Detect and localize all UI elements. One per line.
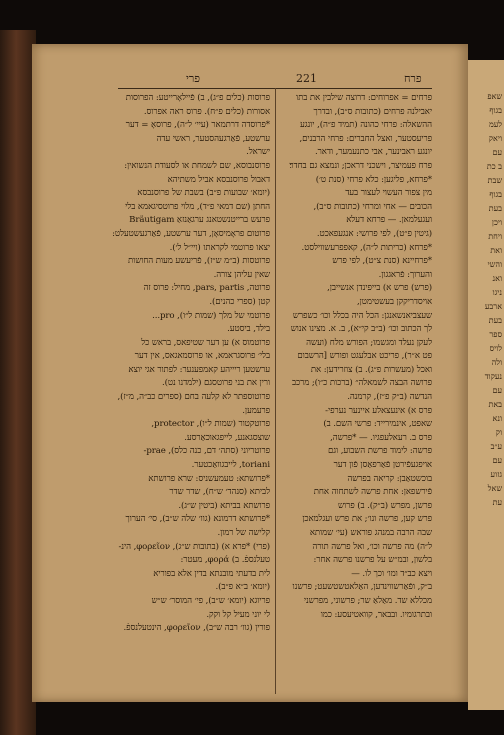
edge-text-line: בעת (488, 316, 502, 325)
text-line: פרעש ברייטנשטאנג ערגאַנזאַ Bräutigam (129, 215, 270, 226)
text-line: פרוטסות (ב״מ ש״ז), פֿריעשע מעות החושות (127, 256, 270, 267)
text-line: קטן (ספרי כהנים). (209, 296, 270, 307)
text-line: שעצביאנשאנגן: הכל היה בכלל וכו׳ כשפרש (292, 310, 432, 321)
text-line: בוכשטאַבן: קריאה בפרשה (347, 473, 432, 484)
text-line: (יומא׳ ב״א פ״ב). (215, 582, 270, 593)
text-line: ב״ק, ופֿאַרשווינדען, האַלאטשטשעט; פרשנו (292, 582, 432, 593)
text-line: בילד, ביסטע. (227, 324, 270, 335)
text-line: (פרש) פרש א) בייפינדן אנשייבן, (327, 283, 432, 294)
column-divider (275, 88, 276, 694)
text-line: קלישה של רמון. (217, 528, 270, 538)
edge-text-line: שבת (487, 176, 502, 185)
edge-text-line: עם (492, 386, 502, 395)
text-line: לך הכתוב וכו׳ (ב״ב קי״א), ב. א. מצינו אנוש (290, 324, 432, 335)
page-number: 221 (296, 72, 317, 85)
text-line: פרשן, מפרש (ב״ק). ב) פרוש (337, 500, 432, 511)
edge-text-line: שאפ (487, 92, 502, 101)
text-line: ועגעלמאן. — פרחא דעלא (346, 215, 432, 226)
edge-text-line: עם (492, 148, 502, 157)
edge-text-line: באת (488, 400, 502, 409)
text-line: ויצא כב״ד ומו׳ וכך לו. — (351, 568, 432, 579)
left-column (112, 92, 270, 694)
text-line: פט א״ר), פריכט אבלעגט ופורש [הרשבום (297, 351, 432, 362)
edge-text-line: ויכן (491, 218, 502, 227)
edge-text-line: לויס (489, 344, 502, 353)
text-line: ערשטע, פֿאַרגעהסטער, ראשי עדה (156, 133, 270, 144)
text-line: פרס א) אינעצאלע איינער נערפי- (325, 405, 432, 416)
text-line: פרש קען, פרשה ונו׳; את פרש ועגלמאכן (302, 514, 432, 525)
text-line: החתן (שם דמאי פ״ד), מלוי פרוטסיגאמא בלי (125, 201, 270, 212)
text-line: פרחים = אפרוחים: דרוצה שילבין את בתו (295, 93, 432, 103)
right-column (284, 92, 432, 694)
text-line: לביתא (סנהד׳ ש״ח), שדר שדר (169, 487, 270, 498)
edge-text-line: ספר (489, 330, 502, 339)
text-line: פרס ב. רעאלעפגיו. — *פרשה, (330, 432, 432, 443)
adjacent-page-text (468, 60, 504, 510)
edge-text-line: ואת (490, 246, 502, 255)
text-line: פרעמען. (242, 405, 270, 416)
edge-text-line: לעמ (488, 120, 502, 129)
edge-text-line: וק (495, 428, 502, 437)
edge-text-line: בגוף (489, 190, 502, 199)
text-line: שאפט, אינמירייד: פרשי השם. ב) (323, 419, 432, 430)
text-line: מין צפור העשוי לעצור בעד (345, 188, 432, 199)
text-line: פרוטריוני (סתה׳ דם, כנה כלס), prae- (143, 446, 270, 457)
text-line: הכובים — אחי ומרחי (כתובות ס״ב), (313, 201, 432, 212)
text-line: פרוסות (כלים פ״ג), ב) פֿיילאָרייטע: הפרוסות (125, 93, 270, 103)
text-line: *פרחא, פליגען: כלא פרחי (סנת ט׳) (315, 174, 432, 185)
text-line: פרושתא בביתא (ביטין ש״ג). (178, 500, 270, 511)
text-line: *פרחיינא (סנת צ״ט), לפי פרש (332, 256, 432, 267)
text-line: יאבילנה פרחים (כתובות ס״ב), ובדרך (313, 106, 432, 117)
text-line: (גיטין פ״ט), לפי פרושי: אנגעפאכט. (316, 228, 432, 239)
text-line: בלי׳ פרוסגראמא, או פרוסמאגאס, אין דער (134, 351, 270, 362)
text-line: יצאו פרוטמי לקראתו (ויי״ל ל׳). (169, 242, 270, 253)
text-line: פרוטה, pars, partis, מחיל: פרוס זה (143, 283, 270, 294)
text-line: בלשון, ובמ״ש על פרשנו פרשה אחר: (313, 555, 432, 566)
text-line: שוצסגאנע, לייפגאוכאַרסע. (184, 432, 270, 443)
text-line: פרוטמי של מלך (שמות ל״ו), pro... (152, 310, 270, 321)
text-line: *פרושתא: טעמעשניס: שרא פרושתא (148, 473, 270, 484)
text-line: פריעסטער, ואצל החברים: פרחי הרבנים, (299, 133, 432, 144)
text-line: פרוטוספתר לא קלעה בחם (ספרים כב״ה, מ״ז), (117, 392, 270, 403)
text-line: יונגע ראבינער, אבי כתנעמער, ודאר. (315, 147, 432, 158)
text-line: הנדשה (ב״ק פ״ז), קרמנה. (347, 392, 432, 403)
edge-text-line: ע״ב (490, 442, 502, 451)
text-line: ערשטען ריייהע קאמפענער: לפתור אגי יוצא (128, 364, 270, 375)
edge-text-line: עת (492, 498, 502, 507)
text-line: (יומא׳ שבועות פ״ב) בשבת של פרוסנבסא (137, 188, 270, 199)
adjacent-page-edge (468, 60, 504, 710)
text-line: והערוך: פֿראגגון. (378, 269, 432, 280)
text-line: *פרוסדה דרתמאר (עיי׳ ל״ה), פרוסאָ = דער (125, 120, 270, 131)
text-line: פורין (גוו׳ רבה ש״ב), φορεῖον, הינטעלנספֿ. (123, 623, 270, 634)
text-line: לעקן נעלד ומגשמו; הפורש מלח (ועשה (306, 337, 432, 348)
edge-text-line: בגוף (489, 106, 502, 115)
text-line: ובתרגומיו. ובבאר, קוואטיעסע: כמו (320, 609, 432, 620)
text-line: פרוטקטור (שמות ל״ו), protector, (151, 419, 270, 430)
text-line: *פרחא (כריתות ל״ה), קאפפרעשווילסט. (301, 242, 432, 253)
text-line: פרח פעמיצר, וישכני דראכן; ונמצא גם בחדר׃ (289, 160, 432, 171)
text-line: שבה הרבה במנהג פוראש (עי׳ שמותא (309, 528, 432, 538)
edge-text-line: גזוע (490, 470, 502, 479)
edge-text-line: בעת (488, 204, 502, 213)
text-line: טעלנספֿ. ב) φορά, מעטר: (180, 555, 270, 566)
text-line: לית בדעתי מובנתא בדין אלא בפוריא (153, 568, 270, 579)
text-line: ישראל. (246, 147, 270, 158)
edge-text-line: ב כת (486, 162, 502, 171)
edge-text-line: עם (492, 456, 502, 465)
text-line: *פרושתא דרמונא (גוו׳ שלה ש״ב), סי׳ הערוך (125, 514, 270, 525)
text-line: לי יוני מעיל קל וקק. (206, 609, 270, 620)
text-line: מכללא שד. מאַלאַ שר; פרשוני, מפרשני (303, 595, 432, 606)
text-line: ל״ה) מה פרשה וכו׳, ואל פרשה תורה (312, 541, 432, 552)
text-line: ואכל (מעשרות פ״ג). ב) צוזרידען: את (310, 364, 432, 375)
edge-text-line: ולה (491, 358, 502, 367)
edge-text-line: ארבע (484, 302, 502, 311)
edge-text-line: ואנ (492, 274, 502, 283)
text-line: פריוגא (יומא׳ ש״ב), פי׳ המוסר׳ ש״ש (151, 595, 270, 606)
text-line: פרוטום פראָמיסאָן, דער ערשטע, פֿאַרגעשטעלט: (112, 228, 270, 239)
text-line: אויסדריקקן בעשטימטן, (357, 296, 432, 307)
edge-text-line: ויחת (488, 232, 502, 241)
text-line: toriani, לייבגוואַכטער. (191, 460, 270, 471)
text-line: שאין עליהן צורה. (213, 269, 270, 280)
text-line: פרוסנבוסא, שם לשמחת או לסעודת הנשואין: (124, 160, 270, 171)
text-line: ורין את בני פרוטסגם (ילמדנו נט). (161, 378, 270, 389)
edge-text-line: ניגו (492, 288, 502, 297)
text-line: אויפגעפֿירטן פֿאַרפאַסן פֿון דער (333, 460, 432, 471)
edge-text-line: והשי (487, 260, 502, 269)
text-line: פרשה: לימוד פרשת השבוע, וגם (328, 446, 432, 457)
edge-text-line: שאל (487, 484, 502, 493)
text-line: פרושה הבצה לשמאלה״ (ברכות כ״ו); מרכב (291, 378, 432, 389)
running-head-right: פרח (404, 72, 422, 85)
text-line: ההשאלה: פרחי כהונה (תמיד פ״ה), יונגע (299, 120, 432, 131)
text-line: פֿירשפאן: אחת פרשה לשתחוה אחת (313, 487, 432, 498)
text-line: (פרי) *פרא א) (בתובות ש״ג), φορεῖον, הינ- (118, 541, 270, 552)
edge-text-line: ויאק (488, 134, 502, 143)
edge-text-line: נעקוד (484, 372, 502, 381)
text-line: דאבול פרוסנבסא אביל משתיהא (167, 174, 270, 185)
running-head-left: פרי (186, 72, 201, 85)
book-spine (0, 30, 36, 735)
text-line: פרוטמוס א) ען דער שטיפאס, בראש כל (141, 337, 270, 348)
edge-text-line: ונא (492, 414, 502, 423)
text-line: אסורות (כלים פ״ח). פרוס ראה אפרוס. (143, 106, 270, 117)
